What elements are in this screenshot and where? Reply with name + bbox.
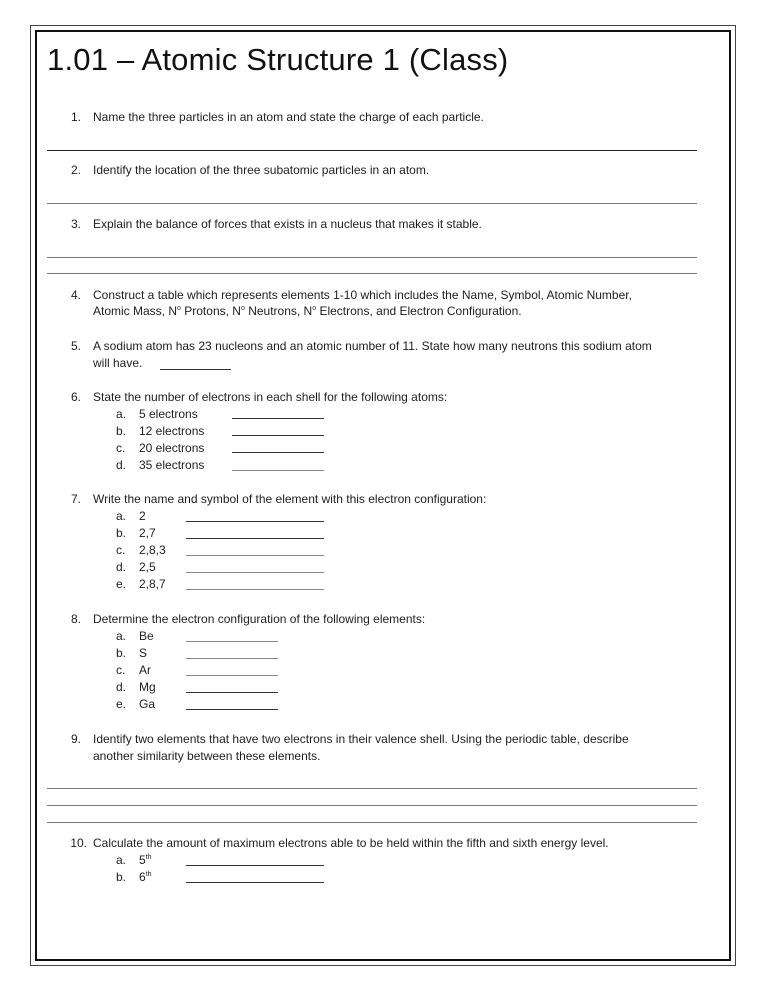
question-6d-answer-blank[interactable] bbox=[232, 470, 324, 471]
question-10b-label: 6th bbox=[139, 870, 152, 884]
question-4-text-line-1: Construct a table which represents elements 1-10 which includes the Name, Symbol, Atomic Number, bbox=[93, 288, 632, 302]
question-10-number: 10. bbox=[70, 836, 87, 850]
question-6a-letter: a. bbox=[116, 407, 127, 421]
question-7c-answer-blank[interactable] bbox=[186, 555, 324, 556]
question-7b-letter: b. bbox=[116, 526, 127, 540]
question-9-answer-line-2[interactable] bbox=[47, 805, 697, 806]
question-1-text: Name the three particles in an atom and state the charge of each particle. bbox=[93, 110, 484, 124]
question-7c-label: 2,8,3 bbox=[139, 543, 166, 557]
question-8c-letter: c. bbox=[116, 663, 126, 677]
question-3-text: Explain the balance of forces that exists in a nucleus that makes it stable. bbox=[93, 217, 482, 231]
question-7c-letter: c. bbox=[116, 543, 126, 557]
question-1-number: 1. bbox=[70, 110, 81, 124]
question-5-answer-blank[interactable] bbox=[160, 369, 231, 370]
question-9-answer-line-1[interactable] bbox=[47, 788, 697, 789]
question-8a-answer-blank[interactable] bbox=[186, 641, 278, 642]
question-8d-label: Mg bbox=[139, 680, 156, 694]
question-2-number: 2. bbox=[70, 163, 81, 177]
question-4-text-line-2: Atomic Mass, $N^o$ Protons, $N^o$ Neutrons, $N^o$ Electrons, and Electron Configuration. bbox=[93, 304, 522, 318]
question-7a-letter: a. bbox=[116, 509, 127, 523]
question-6c-answer-blank[interactable] bbox=[232, 452, 324, 453]
question-7d-letter: d. bbox=[116, 560, 127, 574]
question-6c-letter: c. bbox=[116, 441, 126, 455]
question-9-text-line-1: Identify two elements that have two electrons in their valence shell. Using the periodic table, describe bbox=[93, 732, 629, 746]
question-7-number: 7. bbox=[70, 492, 81, 506]
question-7b-label: 2,7 bbox=[139, 526, 156, 540]
question-8a-letter: a. bbox=[116, 629, 127, 643]
question-8d-letter: d. bbox=[116, 680, 127, 694]
question-3-number: 3. bbox=[70, 217, 81, 231]
question-6b-answer-blank[interactable] bbox=[232, 435, 324, 436]
question-10a-answer-blank[interactable] bbox=[186, 865, 324, 866]
question-7-text: Write the name and symbol of the element with this electron configuration: bbox=[93, 492, 487, 506]
question-2-text: Identify the location of the three subatomic particles in an atom. bbox=[93, 163, 430, 177]
question-7d-label: 2,5 bbox=[139, 560, 156, 574]
question-8b-label: S bbox=[139, 646, 148, 660]
question-9-text-line-2: another similarity between these elements. bbox=[93, 749, 321, 763]
worksheet-title: 1.01 – Atomic Structure 1 (Class) bbox=[47, 42, 509, 77]
question-8b-answer-blank[interactable] bbox=[186, 658, 278, 659]
question-5-text-line-1: A sodium atom has 23 nucleons and an atomic number of 11. State how many neutrons this sodium atom bbox=[93, 339, 652, 353]
question-7e-letter: e. bbox=[116, 577, 127, 591]
question-5-number: 5. bbox=[70, 339, 81, 353]
question-8-text: Determine the electron configuration of the following elements: bbox=[93, 612, 426, 626]
question-8b-letter: b. bbox=[116, 646, 127, 660]
question-6a-answer-blank[interactable] bbox=[232, 418, 324, 419]
question-6-text: State the number of electrons in each shell for the following atoms: bbox=[93, 390, 448, 404]
question-7e-label: 2,8,7 bbox=[139, 577, 166, 591]
question-6-number: 6. bbox=[70, 390, 81, 404]
question-8e-letter: e. bbox=[116, 697, 127, 711]
question-6d-letter: d. bbox=[116, 458, 127, 472]
question-6a-label: 5 electrons bbox=[139, 407, 198, 421]
question-10-text: Calculate the amount of maximum electrons able to be held within the fifth and sixth energy level. bbox=[93, 836, 609, 850]
question-1-answer-line[interactable] bbox=[47, 150, 697, 151]
question-3-answer-line-1[interactable] bbox=[47, 257, 697, 258]
question-6b-label: 12 electrons bbox=[139, 424, 205, 438]
question-6b-letter: b. bbox=[116, 424, 127, 438]
question-10a-letter: a. bbox=[116, 853, 127, 867]
question-10a-label: 5th bbox=[139, 853, 152, 867]
question-8a-label: Be bbox=[139, 629, 154, 643]
question-7a-answer-blank[interactable] bbox=[186, 521, 324, 522]
question-2-answer-line[interactable] bbox=[47, 203, 697, 204]
question-6c-label: 20 electrons bbox=[139, 441, 205, 455]
question-10b-answer-blank[interactable] bbox=[186, 882, 324, 883]
question-6d-label: 35 electrons bbox=[139, 458, 205, 472]
question-9-answer-line-3[interactable] bbox=[47, 822, 697, 823]
question-4-number: 4. bbox=[70, 288, 81, 302]
question-7b-answer-blank[interactable] bbox=[186, 538, 324, 539]
question-8e-answer-blank[interactable] bbox=[186, 709, 278, 710]
question-7d-answer-blank[interactable] bbox=[186, 572, 324, 573]
question-7e-answer-blank[interactable] bbox=[186, 589, 324, 590]
question-8-number: 8. bbox=[70, 612, 81, 626]
question-3-answer-line-2[interactable] bbox=[47, 273, 697, 274]
question-8c-answer-blank[interactable] bbox=[186, 675, 278, 676]
question-8c-label: Ar bbox=[139, 663, 151, 677]
question-9-number: 9. bbox=[70, 732, 81, 746]
question-10b-letter: b. bbox=[116, 870, 127, 884]
question-8e-label: Ga bbox=[139, 697, 156, 711]
question-8d-answer-blank[interactable] bbox=[186, 692, 278, 693]
question-7a-label: 2 bbox=[139, 509, 146, 523]
question-5-text-line-2: will have. bbox=[93, 356, 143, 370]
